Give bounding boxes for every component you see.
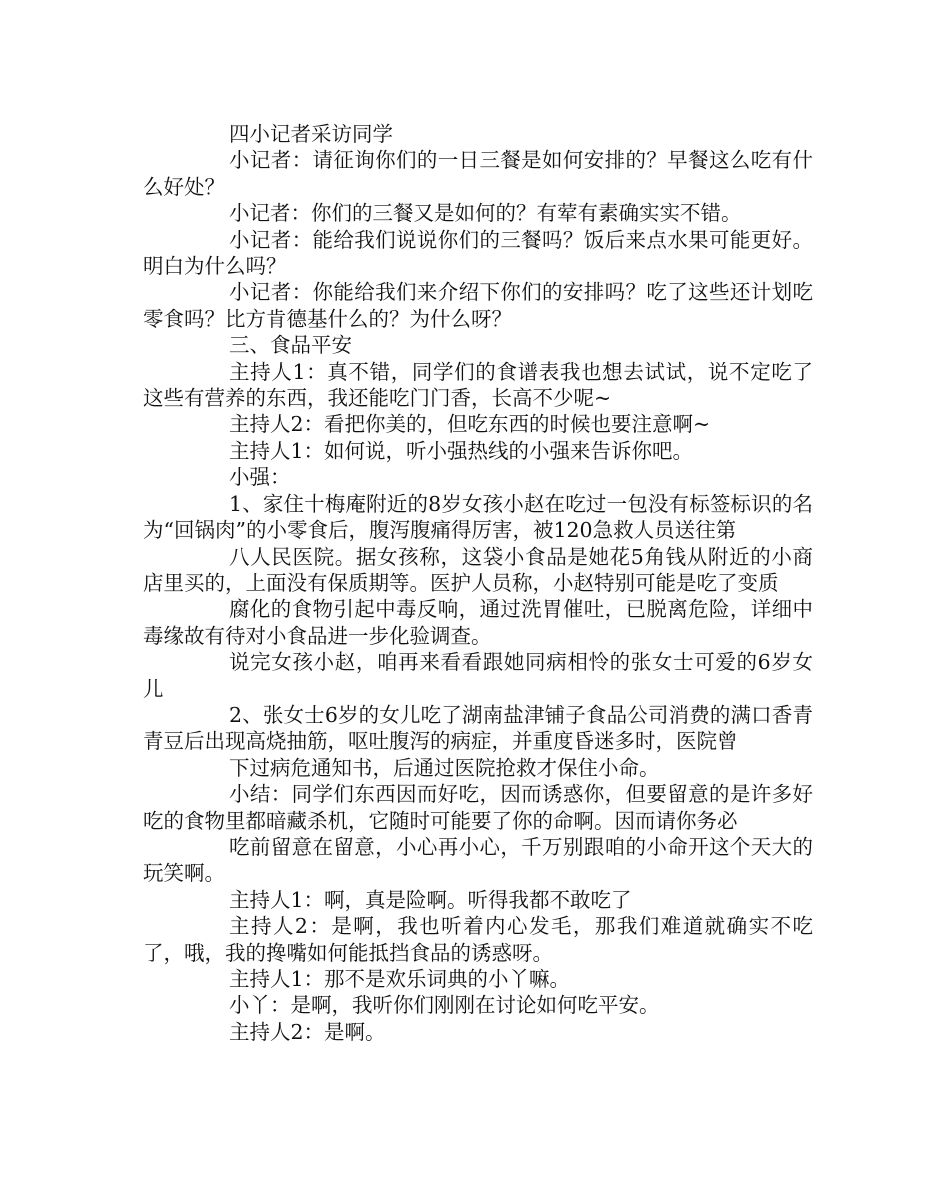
paragraph: 小记者：你能给我们来介绍下你们的安排吗？吃了这些还计划吃零食吗？比方肯德基什么的？为什么呀？ — [143, 280, 813, 331]
paragraph: 下过病危通知书，后通过医院抢救才保住小命。 — [229, 755, 660, 780]
paragraph: 主持人1：如何说，听小强热线的小强来告诉你吧。 — [229, 438, 694, 463]
paragraph: 小记者：请征询你们的一日三餐是如何安排的？早餐这么吃有什么好处？ — [143, 148, 813, 199]
paragraph: 小强： — [229, 465, 291, 490]
paragraph: 小结：同学们东西因而好吃，因而诱惑你，但要留意的是许多好吃的食物里都暗藏杀机，它随时可能要了你的命啊。因而请你务必 — [143, 782, 813, 833]
paragraph: 主持人2：是啊。 — [229, 1019, 386, 1044]
paragraph: 腐化的食物引起中毒反响，通过洗胃催吐，已脱离危险，详细中毒缘故有待对小食品进一步化验调查。 — [143, 597, 813, 648]
paragraph: 主持人2：看把你美的，但吃东西的时候也要注意啊~ — [229, 412, 711, 437]
paragraph-heading-interview: 四小记者采访同学 — [229, 122, 393, 146]
paragraph: 小丫：是啊，我听你们刚刚在讨论如何吃平安。 — [229, 993, 660, 1018]
paragraph: 1、家住十梅庵附近的8岁女孩小赵在吃过一包没有标签标识的名为“回锅肉”的小零食后，腹泻腹痛得厉害，被120急救人员送往第 — [143, 491, 813, 543]
paragraph: 2、张女士6岁的女儿吃了湖南盐津铺子食品公司消费的满口香青青豆后出现高烧抽筋，呕吐腹泻的病症，并重度昏迷多时，医院曾 — [143, 702, 813, 754]
paragraph: 主持人2：是啊，我也听着内心发毛，那我们难道就确实不吃了，哦，我的搀嘴如何能抵挡食品的诱惑呀。 — [143, 914, 813, 965]
paragraph: 说完女孩小赵，咱再来看看跟她同病相怜的张女士可爱的6岁女儿 — [143, 650, 813, 701]
paragraph: 主持人1：那不是欢乐词典的小丫嘛。 — [229, 967, 571, 991]
document-body — [143, 121, 813, 1045]
section-heading-food-safety: 三、食品平安 — [229, 333, 352, 358]
paragraph: 小记者：你们的三餐又是如何的？有荤有素确实实不错。 — [229, 201, 742, 226]
paragraph: 吃前留意在留意，小心再小心，千万别跟咱的小命开这个天大的玩笑啊。 — [143, 834, 813, 886]
paragraph: 八人民医院。据女孩称，这袋小食品是她花5角钱从附近的小商店里买的，上面没有保质期等。医护人员称，小赵特别可能是吃了变质 — [143, 544, 813, 595]
paragraph: 主持人1：啊，真是险啊。听得我都不敢吃了 — [229, 887, 632, 912]
paragraph: 小记者：能给我们说说你们的三餐吗？饭后来点水果可能更好。明白为什么吗？ — [143, 227, 813, 279]
paragraph: 主持人1：真不错，同学们的食谱表我也想去试试，说不定吃了这些有营养的东西，我还能吃门门香，长高不少呢~ — [143, 359, 813, 411]
